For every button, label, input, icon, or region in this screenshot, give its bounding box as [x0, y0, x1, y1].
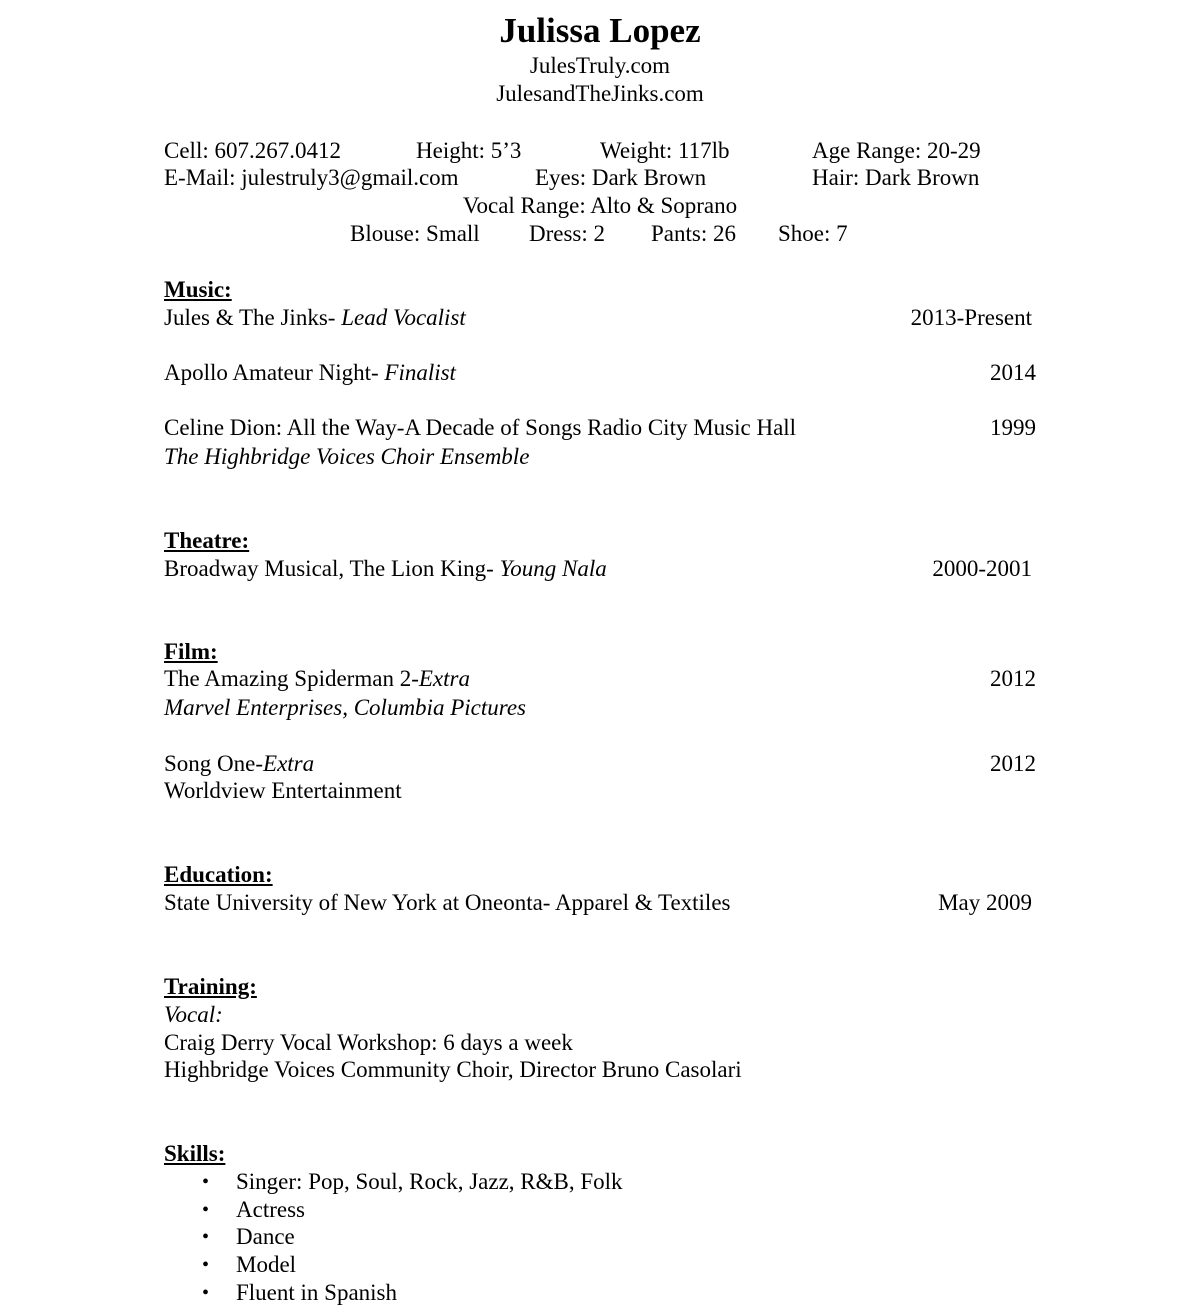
skill-item: Model	[236, 1252, 297, 1277]
film-credit-role: Extra	[263, 751, 315, 776]
skill-item: Dance	[236, 1224, 295, 1249]
bullet-icon: •	[202, 1226, 210, 1248]
weight-stat: Weight: 117lb	[600, 138, 730, 163]
website-link-2[interactable]: JulesandTheJinks.com	[496, 81, 704, 106]
music-credit-subtitle: The Highbridge Voices Choir Ensemble	[164, 444, 530, 469]
film-credit-subtitle: Worldview Entertainment	[164, 778, 402, 803]
dress-size: Dress: 2	[529, 221, 606, 246]
height-stat: Height: 5’3	[416, 138, 522, 163]
cell-phone: Cell: 607.267.0412	[164, 138, 341, 163]
film-credit-title: Song One-Extra	[164, 751, 315, 776]
film-credit-title: The Amazing Spiderman 2-Extra	[164, 666, 470, 691]
website-link-1[interactable]: JulesTruly.com	[529, 53, 671, 78]
section-heading-skills: Skills:	[164, 1141, 226, 1166]
music-credit-year: 2014	[990, 360, 1036, 385]
skill-item: Fluent in Spanish	[236, 1280, 398, 1305]
music-credit-year: 2013-Present	[910, 305, 1032, 330]
vocal-range-stat: Vocal Range: Alto & Soprano	[462, 193, 738, 218]
skill-item: Singer: Pop, Soul, Rock, Jazz, R&B, Folk	[236, 1169, 623, 1194]
skill-item: Actress	[236, 1197, 305, 1222]
music-credit-title: Jules & The Jinks- Lead Vocalist	[164, 305, 466, 330]
section-heading-training: Training:	[164, 974, 257, 999]
theatre-credit-role: Young Nala	[499, 556, 607, 581]
eyes-stat: Eyes: Dark Brown	[535, 165, 707, 190]
film-credit-role: Extra	[418, 666, 470, 691]
hair-stat: Hair: Dark Brown	[812, 165, 980, 190]
music-credit-title: Apollo Amateur Night- Finalist	[164, 360, 456, 385]
bullet-icon: •	[202, 1199, 210, 1221]
music-credit-role: Lead Vocalist	[341, 305, 466, 330]
education-date: May 2009	[938, 890, 1032, 915]
section-heading-theatre: Theatre:	[164, 528, 250, 553]
resume-name: Julissa Lopez	[499, 11, 701, 50]
section-heading-education: Education:	[164, 862, 273, 887]
age-range-stat: Age Range: 20-29	[812, 138, 981, 163]
section-heading-film: Film:	[164, 639, 218, 664]
training-entry: Highbridge Voices Community Choir, Director Bruno Casolari	[164, 1057, 742, 1082]
bullet-icon: •	[202, 1254, 210, 1276]
film-credit-year: 2012	[990, 751, 1036, 776]
email-address[interactable]: E-Mail: julestruly3@gmail.com	[164, 165, 459, 190]
training-entry: Craig Derry Vocal Workshop: 6 days a week	[164, 1030, 573, 1055]
music-credit-role: Finalist	[384, 360, 456, 385]
section-heading-music: Music:	[164, 277, 232, 302]
theatre-credit-title: Broadway Musical, The Lion King- Young Nala	[164, 556, 607, 581]
pants-size: Pants: 26	[651, 221, 736, 246]
film-credit-subtitle: Marvel Enterprises, Columbia Pictures	[164, 695, 526, 720]
music-credit-year: 1999	[990, 415, 1036, 440]
bullet-icon: •	[202, 1171, 210, 1193]
theatre-credit-year: 2000-2001	[932, 556, 1032, 581]
bullet-icon: •	[202, 1282, 210, 1304]
shoe-size: Shoe: 7	[778, 221, 848, 246]
blouse-size: Blouse: Small	[350, 221, 480, 246]
film-credit-year: 2012	[990, 666, 1036, 691]
training-category: Vocal:	[164, 1002, 223, 1027]
education-entry: State University of New York at Oneonta- Apparel & Textiles	[164, 890, 731, 915]
music-credit-title: Celine Dion: All the Way-A Decade of Songs Radio City Music Hall	[164, 415, 797, 440]
